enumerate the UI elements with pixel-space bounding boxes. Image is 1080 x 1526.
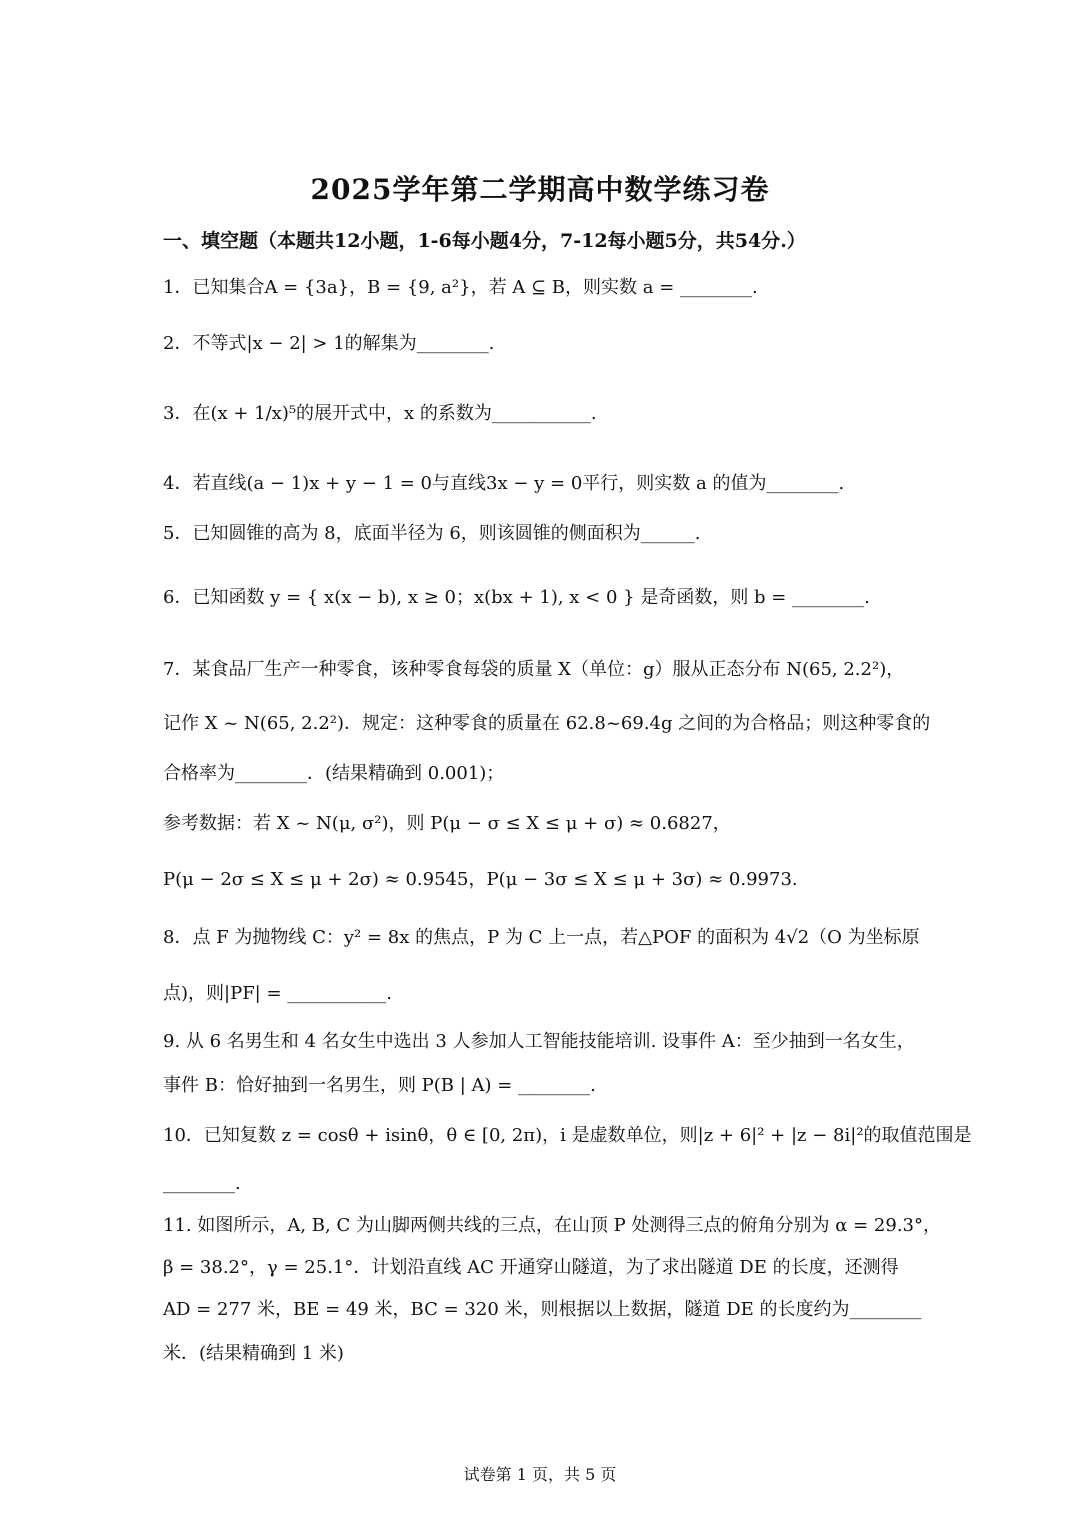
- question-11-line-4: 米．(结果精确到 1 米): [163, 1343, 344, 1364]
- question-3: 3．在(x + 1/x)⁵的展开式中，x 的系数为___________.: [163, 403, 597, 424]
- question-6: 6．已知函数 y = { x(x − b), x ≥ 0；x(bx + 1), x < 0 } 是奇函数，则 b = ________.: [163, 587, 870, 608]
- question-9-line-1: 9. 从 6 名男生和 4 名女生中选出 3 人参加人工智能技能培训. 设事件 A：至少抽到一名女生，: [163, 1031, 915, 1052]
- question-8-line-1: 8．点 F 为抛物线 C：y² = 8x 的焦点，P 为 C 上一点，若△POF 的面积为 4√2（O 为坐标原: [163, 927, 920, 948]
- question-9-line-2: 事件 B：恰好抽到一名男生，则 P(B | A) = ________.: [163, 1075, 596, 1096]
- question-4: 4．若直线(a − 1)x + y − 1 = 0与直线3x − y = 0平行，则实数 a 的值为________.: [163, 473, 845, 494]
- question-8-line-2: 点)，则|PF| = ___________.: [163, 983, 392, 1004]
- question-5: 5．已知圆锥的高为 8，底面半径为 6，则该圆锥的侧面积为______.: [163, 523, 701, 544]
- question-11-line-3: AD = 277 米，BE = 49 米，BC = 320 米，则根据以上数据，隧道 DE 的长度约为________: [163, 1299, 922, 1320]
- section-heading: 一、填空题（本题共12小题，1-6每小题4分，7-12每小题5分，共54分.）: [163, 230, 806, 252]
- question-7-reference-1: 参考数据：若 X ~ N(μ, σ²)，则 P(μ − σ ≤ X ≤ μ + σ) ≈ 0.6827，: [163, 813, 731, 834]
- question-10-line-2: ________.: [163, 1173, 241, 1194]
- question-10-line-1: 10．已知复数 z = cosθ + isinθ，θ ∈ [0, 2π)，i 是虚数单位，则|z + 6|² + |z − 8i|²的取值范围是: [163, 1125, 972, 1146]
- question-11-line-1: 11. 如图所示，A, B, C 为山脚两侧共线的三点，在山顶 P 处测得三点的俯角分别为 α = 29.3°，: [163, 1215, 941, 1236]
- page-footer: 试卷第 1 页，共 5 页: [463, 1465, 617, 1484]
- question-7-line-3: 合格率为________．(结果精确到 0.001)；: [163, 763, 505, 784]
- question-7-line-1: 7．某食品厂生产一种零食，该种零食每袋的质量 X（单位：g）服从正态分布 N(65, 2.2²)，: [163, 659, 905, 680]
- question-2: 2．不等式|x − 2| > 1的解集为________.: [163, 333, 495, 354]
- question-11-line-2: β = 38.2°，γ = 25.1°．计划沿直线 AC 开通穿山隧道，为了求出隧道 DE 的长度，还测得: [163, 1257, 899, 1278]
- question-7-reference-2: P(μ − 2σ ≤ X ≤ μ + 2σ) ≈ 0.9545，P(μ − 3σ ≤ X ≤ μ + 3σ) ≈ 0.9973.: [163, 869, 798, 890]
- page-title: 2025学年第二学期高中数学练习卷: [310, 173, 770, 206]
- question-1: 1．已知集合A = {3a}，B = {9, a²}，若 A ⊆ B，则实数 a = ________.: [163, 277, 758, 298]
- question-7-line-2: 记作 X ~ N(65, 2.2²)．规定：这种零食的质量在 62.8~69.4g 之间的为合格品；则这种零食的: [163, 713, 931, 734]
